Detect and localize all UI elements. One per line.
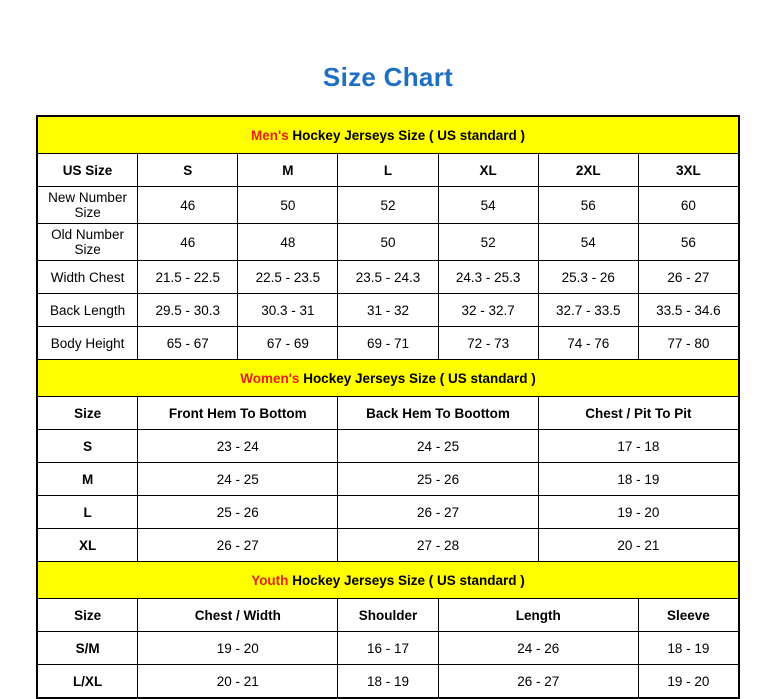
row-label: L/XL bbox=[38, 665, 138, 698]
section-header-mens-rest: Hockey Jerseys Size ( US standard ) bbox=[288, 127, 526, 143]
table-cell: 50 bbox=[238, 187, 338, 224]
table-cell: 32 - 32.7 bbox=[438, 294, 538, 327]
row-label: Old Number Size bbox=[38, 224, 138, 261]
table-row bbox=[38, 529, 739, 562]
table-row bbox=[38, 599, 739, 632]
table-cell: 30.3 - 31 bbox=[238, 294, 338, 327]
table-cell: 25.3 - 26 bbox=[538, 261, 638, 294]
table-cell: 67 - 69 bbox=[238, 327, 338, 360]
table-cell: 52 bbox=[438, 224, 538, 261]
column-header: Chest / Width bbox=[138, 599, 338, 632]
table-cell: 31 - 32 bbox=[338, 294, 438, 327]
table-cell: 17 - 18 bbox=[538, 430, 738, 463]
row-label: Body Height bbox=[38, 327, 138, 360]
table-cell: 21.5 - 22.5 bbox=[138, 261, 238, 294]
section-header-row-mens bbox=[38, 117, 739, 154]
table-cell: 19 - 20 bbox=[638, 665, 738, 698]
section-header-mens-accent: Men's bbox=[250, 127, 289, 143]
table-cell: 19 - 20 bbox=[138, 632, 338, 665]
column-header: Back Hem To Boottom bbox=[338, 397, 538, 430]
table-cell: 18 - 19 bbox=[538, 463, 738, 496]
column-header: Front Hem To Bottom bbox=[138, 397, 338, 430]
table-cell: 69 - 71 bbox=[338, 327, 438, 360]
size-chart-table bbox=[37, 116, 739, 698]
table-cell: 20 - 21 bbox=[538, 529, 738, 562]
table-row bbox=[38, 187, 739, 224]
table-cell: 65 - 67 bbox=[138, 327, 238, 360]
table-cell: 26 - 27 bbox=[338, 496, 538, 529]
table-row bbox=[38, 665, 739, 698]
row-label: XL bbox=[38, 529, 138, 562]
column-header: Sleeve bbox=[638, 599, 738, 632]
column-header: Size bbox=[38, 397, 138, 430]
table-cell: 26 - 27 bbox=[138, 529, 338, 562]
table-row bbox=[38, 327, 739, 360]
section-header-youth-rest: Hockey Jerseys Size ( US standard ) bbox=[288, 572, 525, 588]
row-label: Width Chest bbox=[38, 261, 138, 294]
table-cell: 19 - 20 bbox=[538, 496, 738, 529]
column-header: S bbox=[138, 154, 238, 187]
column-header: L bbox=[338, 154, 438, 187]
column-header: Shoulder bbox=[338, 599, 438, 632]
table-row bbox=[38, 224, 739, 261]
table-cell: 24 - 25 bbox=[138, 463, 338, 496]
table-row bbox=[38, 397, 739, 430]
table-row bbox=[38, 430, 739, 463]
table-cell: 27 - 28 bbox=[338, 529, 538, 562]
table-cell: 23 - 24 bbox=[138, 430, 338, 463]
table-cell: 60 bbox=[638, 187, 738, 224]
table-cell: 26 - 27 bbox=[438, 665, 638, 698]
table-cell: 25 - 26 bbox=[138, 496, 338, 529]
section-header-womens-rest: Hockey Jerseys Size ( US standard ) bbox=[299, 370, 536, 386]
column-header: M bbox=[238, 154, 338, 187]
table-cell: 23.5 - 24.3 bbox=[338, 261, 438, 294]
row-label: New Number Size bbox=[38, 187, 138, 224]
table-cell: 24 - 25 bbox=[338, 430, 538, 463]
table-cell: 32.7 - 33.5 bbox=[538, 294, 638, 327]
table-cell: 16 - 17 bbox=[338, 632, 438, 665]
table-cell: 77 - 80 bbox=[638, 327, 738, 360]
column-header: US Size bbox=[38, 154, 138, 187]
table-row bbox=[38, 632, 739, 665]
table-cell: 50 bbox=[338, 224, 438, 261]
table-cell: 52 bbox=[338, 187, 438, 224]
section-header-womens bbox=[38, 360, 739, 397]
row-label: M bbox=[38, 463, 138, 496]
section-header-youth bbox=[38, 562, 739, 599]
table-row bbox=[38, 154, 739, 187]
table-cell: 24.3 - 25.3 bbox=[438, 261, 538, 294]
table-cell: 56 bbox=[538, 187, 638, 224]
row-label: Back Length bbox=[38, 294, 138, 327]
section-header-womens-accent: Women's bbox=[240, 370, 300, 386]
row-label: L bbox=[38, 496, 138, 529]
table-cell: 22.5 - 23.5 bbox=[238, 261, 338, 294]
section-header-mens bbox=[38, 117, 739, 154]
table-cell: 24 - 26 bbox=[438, 632, 638, 665]
table-cell: 56 bbox=[638, 224, 738, 261]
section-header-youth-accent: Youth bbox=[251, 572, 289, 588]
table-cell: 18 - 19 bbox=[338, 665, 438, 698]
column-header: Size bbox=[38, 599, 138, 632]
table-row bbox=[38, 294, 739, 327]
row-label: S bbox=[38, 430, 138, 463]
section-header-row-youth bbox=[38, 562, 739, 599]
table-cell: 48 bbox=[238, 224, 338, 261]
table-row bbox=[38, 463, 739, 496]
table-cell: 72 - 73 bbox=[438, 327, 538, 360]
column-header: 2XL bbox=[538, 154, 638, 187]
section-header-row-womens bbox=[38, 360, 739, 397]
column-header: Length bbox=[438, 599, 638, 632]
table-row bbox=[38, 261, 739, 294]
table-cell: 26 - 27 bbox=[638, 261, 738, 294]
column-header: 3XL bbox=[638, 154, 738, 187]
table-cell: 20 - 21 bbox=[138, 665, 338, 698]
column-header: XL bbox=[438, 154, 538, 187]
size-chart-table-wrapper bbox=[36, 115, 740, 699]
table-cell: 54 bbox=[438, 187, 538, 224]
table-cell: 54 bbox=[538, 224, 638, 261]
table-cell: 25 - 26 bbox=[338, 463, 538, 496]
row-label: S/M bbox=[38, 632, 138, 665]
table-cell: 46 bbox=[138, 224, 238, 261]
table-row bbox=[38, 496, 739, 529]
page-title: Size Chart bbox=[322, 62, 454, 92]
table-cell: 18 - 19 bbox=[638, 632, 738, 665]
table-cell: 74 - 76 bbox=[538, 327, 638, 360]
table-cell: 33.5 - 34.6 bbox=[638, 294, 738, 327]
column-header: Chest / Pit To Pit bbox=[538, 397, 738, 430]
table-cell: 46 bbox=[138, 187, 238, 224]
table-cell: 29.5 - 30.3 bbox=[138, 294, 238, 327]
